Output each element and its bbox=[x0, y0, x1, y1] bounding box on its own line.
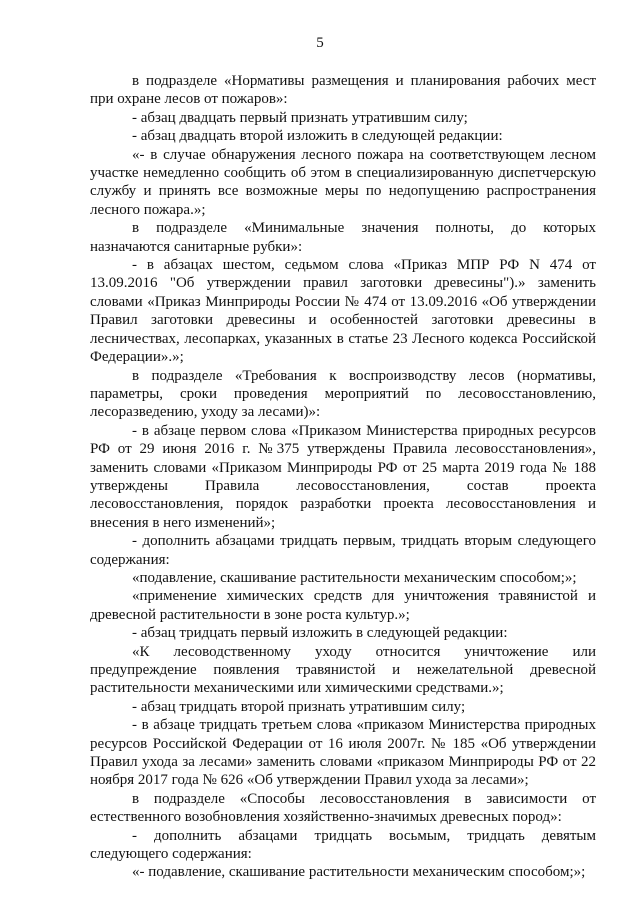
paragraph-14: - абзац тридцать второй признать утратившим силу; bbox=[132, 698, 466, 715]
paragraph-18: «- подавление, скашивание растительности механическим способом;»; bbox=[132, 864, 586, 881]
paragraph-16: в подразделе «Способы лесовосстановления в зависимости от естественного возобновления хозяйственно-значимых древесных пород»: bbox=[90, 790, 596, 826]
paragraph-3: - абзац двадцать второй изложить в следующей редакции: bbox=[132, 128, 503, 145]
paragraph-5: в подразделе «Минимальные значения полноты, до которых назначаются санитарные рубки»: bbox=[90, 220, 596, 255]
paragraph-1: в подразделе «Нормативы размещения и планирования рабочих мест при охране лесов от пожаров»: bbox=[90, 73, 596, 108]
paragraph-7: в подразделе «Требования к воспроизводству лесов (нормативы, параметры, сроки проведения мероприятий по лесовосстановлению, лесоразведению, уходу за лесами)»: bbox=[90, 367, 596, 421]
paragraph-2: - абзац двадцать первый признать утратившим силу; bbox=[132, 109, 468, 126]
document-body bbox=[90, 72, 596, 882]
paragraph-8: - в абзаце первом слова «Приказом Министерства природных ресурсов РФ от 29 июня 2016 г. №375 утверждены Правила лесовосстановления», заменить словами «Приказом Минприроды РФ от 25 марта 2019 года № 188 утверждены Правила лесовосстановления, состав проекта лесовосстановления, порядок разработки проекта лесовосстановления и внесения в него изменений»; bbox=[90, 422, 596, 531]
paragraph-10: «подавление, скашивание растительности механическим способом;»; bbox=[132, 569, 577, 586]
paragraph-12: - абзац тридцать первый изложить в следующей редакции: bbox=[132, 625, 508, 642]
paragraph-17: - дополнить абзацами тридцать восьмым, тридцать девятым следующего содержания: bbox=[90, 827, 596, 863]
paragraph-4: «- в случае обнаружения лесного пожара на соответствующем лесном участке немедленно сообщить об этом в специализированную диспетчерскую службу и принять все возможные меры по недопущению распространения лесного пожара.»; bbox=[90, 146, 596, 218]
paragraph-6: - в абзацах шестом, седьмом слова «Приказ МПР РФ N 474 от 13.09.2016 "Об утверждении правил заготовки древесины").» заменить словами «Приказ Минприроды России № 474 от 13.09.2016 «Об утверждении Правил заготовки древесины и особенностей заготовки древесины в лесничествах, лесопарках, указанных в статье 23 Лесного кодекса Российской Федерации».»; bbox=[90, 257, 596, 366]
page-number: 5 bbox=[316, 35, 324, 51]
paragraph-13: «К лесоводственному уходу относится уничтожение или предупреждение появления травянистой и нежелательной древесной растительности механическими или химическими средствами.»; bbox=[90, 643, 596, 697]
paragraph-11: «применение химических средств для уничтожения травянистой и древесной растительности в зоне роста культур.»; bbox=[90, 588, 596, 623]
paragraph-9: - дополнить абзацами тридцать первым, тридцать вторым следующего содержания: bbox=[90, 533, 596, 568]
paragraph-15: - в абзаце тридцать третьем слова «приказом Министерства природных ресурсов Российской Федерации от 16 июля 2007г. № 185 «Об утверждении Правил ухода за лесами» заменить словами «приказом Минприроды РФ от 22 ноября 2017 года № 626 «Об утверждении Правил ухода за лесами»; bbox=[90, 717, 596, 789]
